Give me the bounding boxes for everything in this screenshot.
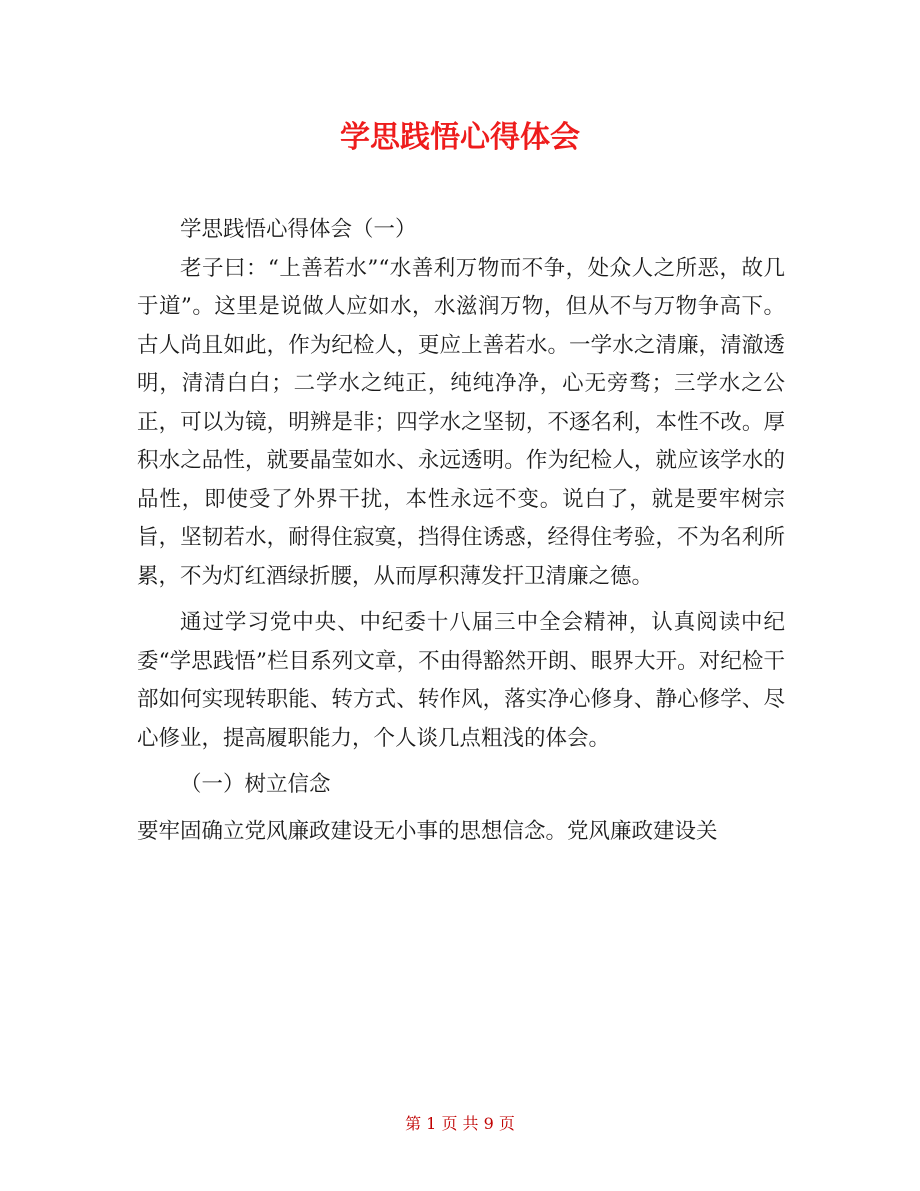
section-heading: 学思践悟心得体会（一） bbox=[180, 217, 417, 242]
document-title: 学思践悟心得体会 bbox=[340, 120, 580, 155]
paragraph: 通过学习党中央、中纪委十八届三中全会精神，认真阅读中纪委“学思践悟”栏目系列文章，不由得豁然开朗、眼界大开。对纪检干部如何实现转职能、转方式、转作风，落实净心修身、静心修学、尽心修业，提高履职能力，个人谈几点粗浅的体会。 bbox=[137, 610, 785, 751]
subsection-heading: （一）树立信念 bbox=[180, 772, 331, 797]
document-body bbox=[137, 211, 785, 851]
page-number: 第 1 页 共 9 页 bbox=[405, 1114, 515, 1133]
paragraph: 要牢固确立党风廉政建设无小事的思想信念。党风廉政建设关 bbox=[137, 818, 718, 844]
paragraph: 老子曰：“上善若水”“水善利万物而不争，处众人之所恶，故几于道”。这里是说做人应如水，水滋润万物，但从不与万物争高下。古人尚且如此，作为纪检人，更应上善若水。一学水之清廉，清澈透明，清清白白；二学水之纯正，纯纯净净，心无旁骛；三学水之公正，可以为镜，明辨是非；四学水之坚韧，不逐名利，本性不改。厚积水之品性，就要晶莹如水、永远透明。作为纪检人，就应该学水的品性，即使受了外界干扰，本性永远不变。说白了，就是要牢树宗旨，坚韧若水，耐得住寂寞，挡得住诱惑，经得住考验，不为名利所累，不为灯红酒绿折腰，从而厚积薄发扞卫清廉之德。 bbox=[137, 255, 785, 589]
